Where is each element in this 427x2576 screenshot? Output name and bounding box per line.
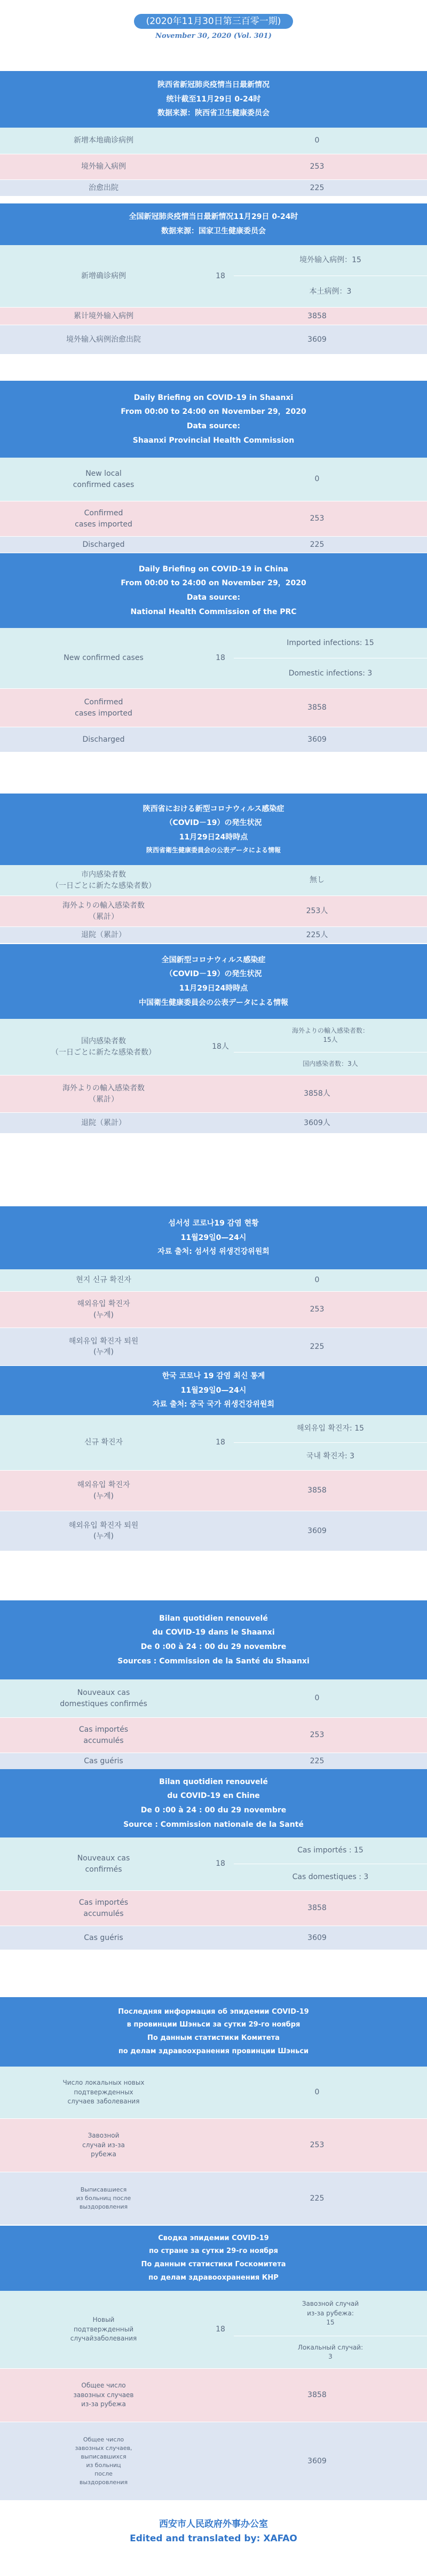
ko-china-source: 자료 출처: 중국 국가 위생건강위원회 [153,1400,274,1409]
en-shaanxi-row-discharged [0,537,427,553]
en-shaanxi-section [0,381,427,553]
sub-line: Локальный случай: [297,2343,363,2351]
row-label: 治愈出院 [89,183,118,192]
label-line: Confirmed [84,698,123,707]
row-label: 退院（累計） [81,930,126,939]
row-value: 0 [314,1694,320,1703]
row-label: 新增本地确诊病例 [74,136,133,145]
ja-china-time: 11月29日24時時点 [179,984,248,993]
label-line: confirmés [85,1865,122,1874]
ru-china-source-b: по делам здравоохранения КНР [148,2273,279,2282]
ko-shaanxi-row-imported [0,1292,427,1328]
row-label [0,2422,207,2500]
row-label [0,2067,207,2118]
fr-shaanxi-header [0,1600,427,1679]
ru-china-header [0,2226,427,2291]
domestic-sub [234,2336,427,2368]
label-line: из больниц после [76,2195,131,2202]
row-value: 3858 [307,311,327,320]
row-breakdown [234,1019,427,1075]
zh-china-section [0,203,427,354]
label-line: (누계) [93,1348,114,1356]
zh-china-row-imported-total [0,308,427,325]
row-breakdown [234,2291,427,2368]
row-label [0,1075,207,1112]
label-line: (누계) [93,1532,114,1541]
row-label [0,865,207,896]
row-label: 累计境外输入病例 [74,311,133,320]
label-line: Выписавшиеся [80,2186,127,2194]
row-label [0,689,207,727]
ja-china-source: 中国衛生健康委員会の公表データによる情報 [139,998,288,1007]
label-line: 해외유입 확진자 퇴원 [68,1337,139,1346]
label-line: 해외유입 확진자 [77,1481,130,1490]
row-label [0,501,207,536]
en-shaanxi-source: Shaanxi Provincial Health Commission [132,436,295,445]
ko-china-title: 한국 코로나 19 감염 최신 통계 [162,1372,265,1381]
label-line: выздоровления [79,2478,128,2486]
sub-line: Завозной случай [302,2300,359,2308]
ja-china-title: 全国新型コロナウィルス感染症 [161,955,266,964]
label-line: accumulés [83,1736,124,1745]
imported-sub: 해외유입 확진자: 15 [234,1415,427,1443]
label-line: （一日ごとに新たな感染者数） [51,1048,156,1057]
ru-shaanxi-section [0,1997,427,2225]
zh-china-header [0,203,427,245]
label-line: Cas importés [78,1725,129,1734]
row-value: 225 [310,183,325,192]
label-line: cases imported [75,520,132,529]
zh-china-row-discharged [0,325,427,354]
label-line: Новый [92,2316,115,2324]
row-total: 18 [216,1438,225,1447]
label-line: Nouveaux cas [77,1854,130,1863]
row-label [0,2119,207,2172]
label-line: рубежа [91,2150,116,2158]
domestic-sub: Cas domestiques : 3 [292,1873,369,1882]
domestic-sub: Domestic infections: 3 [288,669,373,678]
row-label [0,1328,207,1365]
zh-china-row-new [0,245,427,308]
fr-china-row-imported [0,1891,427,1926]
domestic-sub: 本土病例：3 [309,287,352,296]
ko-china-section [0,1366,427,1551]
row-label: New confirmed cases [64,654,144,663]
zh-shaanxi-title: 陕西省新冠肺炎疫情当日最新情况 [157,81,270,90]
ru-china-row-discharged [0,2422,427,2500]
label-line: 海外よりの輸入感染者数 [62,901,145,910]
fr-shaanxi-row-imported [0,1718,427,1753]
label-line: confirmed cases [73,480,135,489]
label-line: Общее число [83,2436,124,2444]
ru-shaanxi-source-b: по делам здравоохранения провинции Шэньси [118,2047,309,2055]
row-value: 253 [310,162,325,171]
ja-shaanxi-row-local [0,865,427,896]
row-label: Cas guéris [84,1933,123,1942]
label-line: Cas importés [78,1898,129,1907]
row-value: 253人 [306,907,328,916]
en-china-row-new [0,628,427,689]
row-label [0,1471,207,1511]
zh-china-source: 数据来源：国家卫生健康委员会 [161,227,266,235]
row-value: 225 [310,2194,325,2203]
row-value: 3609 [307,2456,327,2465]
label-line: (누계) [93,1310,114,1320]
row-label: Cas guéris [84,1756,123,1765]
label-line: (누계) [93,1491,114,1501]
row-breakdown [234,1837,427,1890]
row-label: Discharged [82,735,125,744]
en-china-row-imported [0,689,427,727]
row-value: 3858 [307,1486,327,1495]
ja-china-row-new [0,1019,427,1075]
footer-office-name: 西安市人民政府外事办公室 [159,2519,268,2530]
fr-china-row-new [0,1837,427,1891]
ru-shaanxi-row-imported [0,2119,427,2172]
ja-china-section [0,944,427,1133]
issue-date-pill: (2020年11月30日第三百零一期) [134,14,293,29]
fr-shaanxi-subtitle: du COVID-19 dans le Shaanxi [152,1628,275,1637]
row-value: 225 [310,1756,325,1765]
ja-shaanxi-time: 11月29日24時時点 [179,833,248,842]
label-line: cases imported [75,709,132,718]
ja-shaanxi-subtitle: （COVID－19）の発生状況 [165,819,262,828]
sub-line: 海外よりの輸入感染者数： [291,1026,369,1034]
label-line: Confirmed [84,509,123,518]
en-china-header [0,553,427,628]
imported-sub [234,2291,427,2336]
row-value: 225人 [306,930,328,939]
row-total: 18 [216,271,225,280]
row-value: 3858 [307,703,327,712]
ko-china-header [0,1366,427,1415]
label-line: （累計） [89,912,118,921]
fr-china-row-discharged [0,1926,427,1950]
row-value: 0 [314,2088,320,2097]
zh-china-title: 全国新冠肺炎疫情当日最新情况11月29日 0-24时 [129,213,298,222]
ru-china-row-imported [0,2369,427,2422]
fr-china-subtitle: du COVID-19 en Chine [167,1792,260,1801]
issue-subtitle: November 30, 2020 (Vol. 301) [155,32,272,40]
row-value: 3609 [307,335,327,344]
ko-shaanxi-row-local [0,1269,427,1292]
row-label [0,1679,207,1717]
ja-china-row-imported [0,1075,427,1113]
row-label [0,1718,207,1753]
en-shaanxi-row-imported [0,501,427,537]
fr-shaanxi-period: De 0 :00 à 24 : 00 du 29 novembre [140,1643,287,1651]
label-line: 国内感染者数 [81,1037,126,1046]
label-line: завозных случаев [73,2391,134,2399]
row-value: 3858 [307,1904,327,1913]
row-value: 0 [314,475,320,484]
ru-shaanxi-title: Последняя информация об эпидемии COVID-19 [118,2007,309,2016]
zh-shaanxi-row-imported [0,154,427,180]
fr-shaanxi-section [0,1600,427,1769]
sub-line: 15人 [323,1036,338,1044]
ru-china-subtitle: по стране за сутки 29-го ноября [149,2247,278,2256]
row-value: 3609 [307,1933,327,1942]
fr-shaanxi-row-local [0,1679,427,1718]
label-line: 해외유입 확진자 퇴원 [68,1521,139,1530]
fr-china-title: Bilan quotidien renouvelé [159,1777,268,1786]
label-line: выписавшихся [81,2453,126,2461]
row-value: 3858 [307,2391,327,2400]
zh-shaanxi-source: 数据来源：陕西省卫生健康委员会 [157,109,270,118]
row-value: 253 [310,1731,325,1740]
label-line: 해외유입 확진자 [77,1300,130,1309]
row-label [0,2172,207,2225]
ru-shaanxi-header [0,1997,427,2067]
fr-china-header [0,1769,427,1837]
footer-credit: Edited and translated by: XAFAO [130,2533,297,2544]
zh-shaanxi-row-discharged [0,180,427,196]
sub-line: 3 [328,2353,333,2361]
label-line: （累計） [89,1095,118,1104]
ko-china-row-new [0,1415,427,1471]
ko-shaanxi-title: 섬서성 코로나19 감염 현황 [168,1219,259,1228]
fr-china-period: De 0 :00 à 24 : 00 du 29 novembre [140,1806,287,1815]
zh-shaanxi-period: 统计截至11月29日 0-24时 [166,95,261,104]
row-label [0,2369,207,2422]
row-value: 253 [310,2141,325,2150]
row-total: 18人 [212,1042,229,1051]
row-total: 18 [216,2325,225,2334]
ja-china-row-discharged [0,1113,427,1133]
row-label [0,1511,207,1551]
row-value: 3609人 [304,1118,330,1127]
row-total: 18 [216,1859,225,1868]
ru-china-source-a: По данным статистики Госкомитета [141,2260,286,2268]
ko-shaanxi-header [0,1206,427,1269]
label-line: Nouveaux cas [77,1688,130,1698]
ru-shaanxi-source-a: По данным статистики Комитета [147,2034,280,2042]
row-value: 0 [314,1276,320,1285]
label-line: после [94,2470,113,2477]
label-line: accumulés [83,1909,124,1918]
row-label: 新增确诊病例 [81,271,126,280]
en-china-title: Daily Briefing on COVID-19 in China [138,564,289,574]
zh-shaanxi-header [0,71,427,128]
row-label [0,1019,207,1075]
en-shaanxi-title: Daily Briefing on COVID-19 in Shaanxi [133,393,294,402]
sub-line: 15 [326,2318,335,2326]
label-line: завозных случаев, [75,2445,132,2452]
row-breakdown [234,245,427,307]
label-line: случайзаболевания [70,2335,137,2343]
en-shaanxi-period: From 00:00 to 24:00 on November 29，2020 [121,407,306,417]
ko-china-row-discharged [0,1511,427,1551]
row-label: 境外输入病例治愈出院 [66,335,141,344]
label-line: domestiques confirmés [60,1699,147,1708]
domestic-sub: 국내 확진자: 3 [306,1452,355,1461]
ru-china-row-new [0,2291,427,2369]
row-total: 18 [216,654,225,663]
en-china-row-discharged [0,727,427,752]
ja-china-subtitle: （COVID－19）の発生状況 [165,970,262,979]
en-china-section [0,553,427,752]
imported-sub: Cas importés : 15 [234,1837,427,1864]
row-value: 225 [310,540,325,549]
label-line: из-за рубежа [81,2400,126,2408]
row-breakdown [234,1415,427,1470]
row-label: Discharged [82,540,125,549]
row-label: 현지 신규 확진자 [76,1276,131,1285]
row-label [0,2291,207,2368]
row-value: 0 [314,136,320,145]
row-breakdown [234,628,427,688]
row-label [0,1891,207,1926]
label-line: （一日ごとに新たな感染者数） [51,881,156,890]
ko-shaanxi-period: 11월29일0—24시 [180,1233,247,1242]
ko-shaanxi-row-discharged [0,1328,427,1365]
fr-shaanxi-source: Sources : Commission de la Santé du Shaanxi [117,1656,310,1666]
label-line: Число локальных новых [62,2079,145,2087]
ko-china-period: 11월29일0—24시 [180,1386,247,1395]
label-line: 市内感染者数 [81,870,126,879]
ko-shaanxi-source: 자료 출처: 섬서성 위생건강위원회 [157,1247,270,1256]
ko-china-row-imported [0,1471,427,1511]
ru-shaanxi-row-discharged [0,2172,427,2225]
en-shaanxi-source-label: Data source: [186,422,241,430]
ja-shaanxi-header [0,794,427,865]
zh-shaanxi-row-local [0,128,427,154]
ja-shaanxi-row-imported [0,896,427,927]
en-china-period: From 00:00 to 24:00 on November 29，2020 [121,579,306,588]
row-value: 3609 [307,735,327,744]
zh-shaanxi-section [0,71,427,196]
domestic-sub: 国内感染者数：3人 [303,1059,358,1067]
label-line: New local [85,469,122,478]
row-value: 225 [310,1342,325,1351]
fr-china-section [0,1769,427,1950]
row-label [0,896,207,926]
row-value: 3858人 [304,1089,330,1098]
row-label: 신규 확진자 [84,1438,123,1447]
ru-shaanxi-row-local [0,2067,427,2119]
ja-shaanxi-section [0,794,427,943]
label-line: случай из-за [82,2141,125,2149]
en-shaanxi-row-local [0,458,427,501]
ru-shaanxi-subtitle: в провинции Шэньси за сутки 29-го ноября [126,2021,301,2029]
ja-shaanxi-title: 陝西省における新型コロナウィルス感染症 [143,804,284,813]
ru-china-section [0,2226,427,2500]
row-value: 253 [310,514,325,523]
imported-sub: Imported infections: 15 [234,628,427,658]
label-line: 海外よりの輸入感染者数 [62,1084,145,1093]
ko-shaanxi-section [0,1206,427,1365]
label-line: Завозной [88,2132,120,2140]
imported-sub: 境外输入病例：15 [234,245,427,276]
ja-china-header [0,944,427,1019]
label-line: подтвержденный [73,2325,133,2333]
sub-line: из-за рубежа: [307,2309,354,2317]
row-value: 3609 [307,1526,327,1535]
ja-shaanxi-source: 陝西省衛生健康委員会の公表データによる情報 [146,846,281,854]
label-line: Общее число [81,2382,126,2390]
label-line: случаев заболевания [67,2098,140,2106]
row-label: 境外输入病例 [81,162,126,171]
row-label [0,458,207,501]
row-label [0,1292,207,1328]
en-china-source-label: Data source: [186,593,241,602]
fr-china-source: Source : Commission nationale de la Santé [123,1820,304,1829]
row-value: 253 [310,1305,325,1314]
label-line: подтвержденных [74,2088,133,2096]
row-label: 退院（累計） [81,1118,126,1127]
fr-shaanxi-title: Bilan quotidien renouvelé [159,1614,268,1623]
en-china-source: National Health Commission of the PRC [130,607,297,616]
row-label [0,1837,207,1890]
row-value: 無し [310,876,325,885]
fr-shaanxi-row-discharged [0,1753,427,1769]
imported-sub [234,1019,427,1053]
label-line: из больниц [86,2462,121,2469]
label-line: выздоровления [79,2203,128,2210]
ru-china-title: Сводка эпидемии COVID-19 [158,2234,269,2242]
en-shaanxi-header [0,381,427,458]
ja-shaanxi-row-discharged [0,927,427,943]
